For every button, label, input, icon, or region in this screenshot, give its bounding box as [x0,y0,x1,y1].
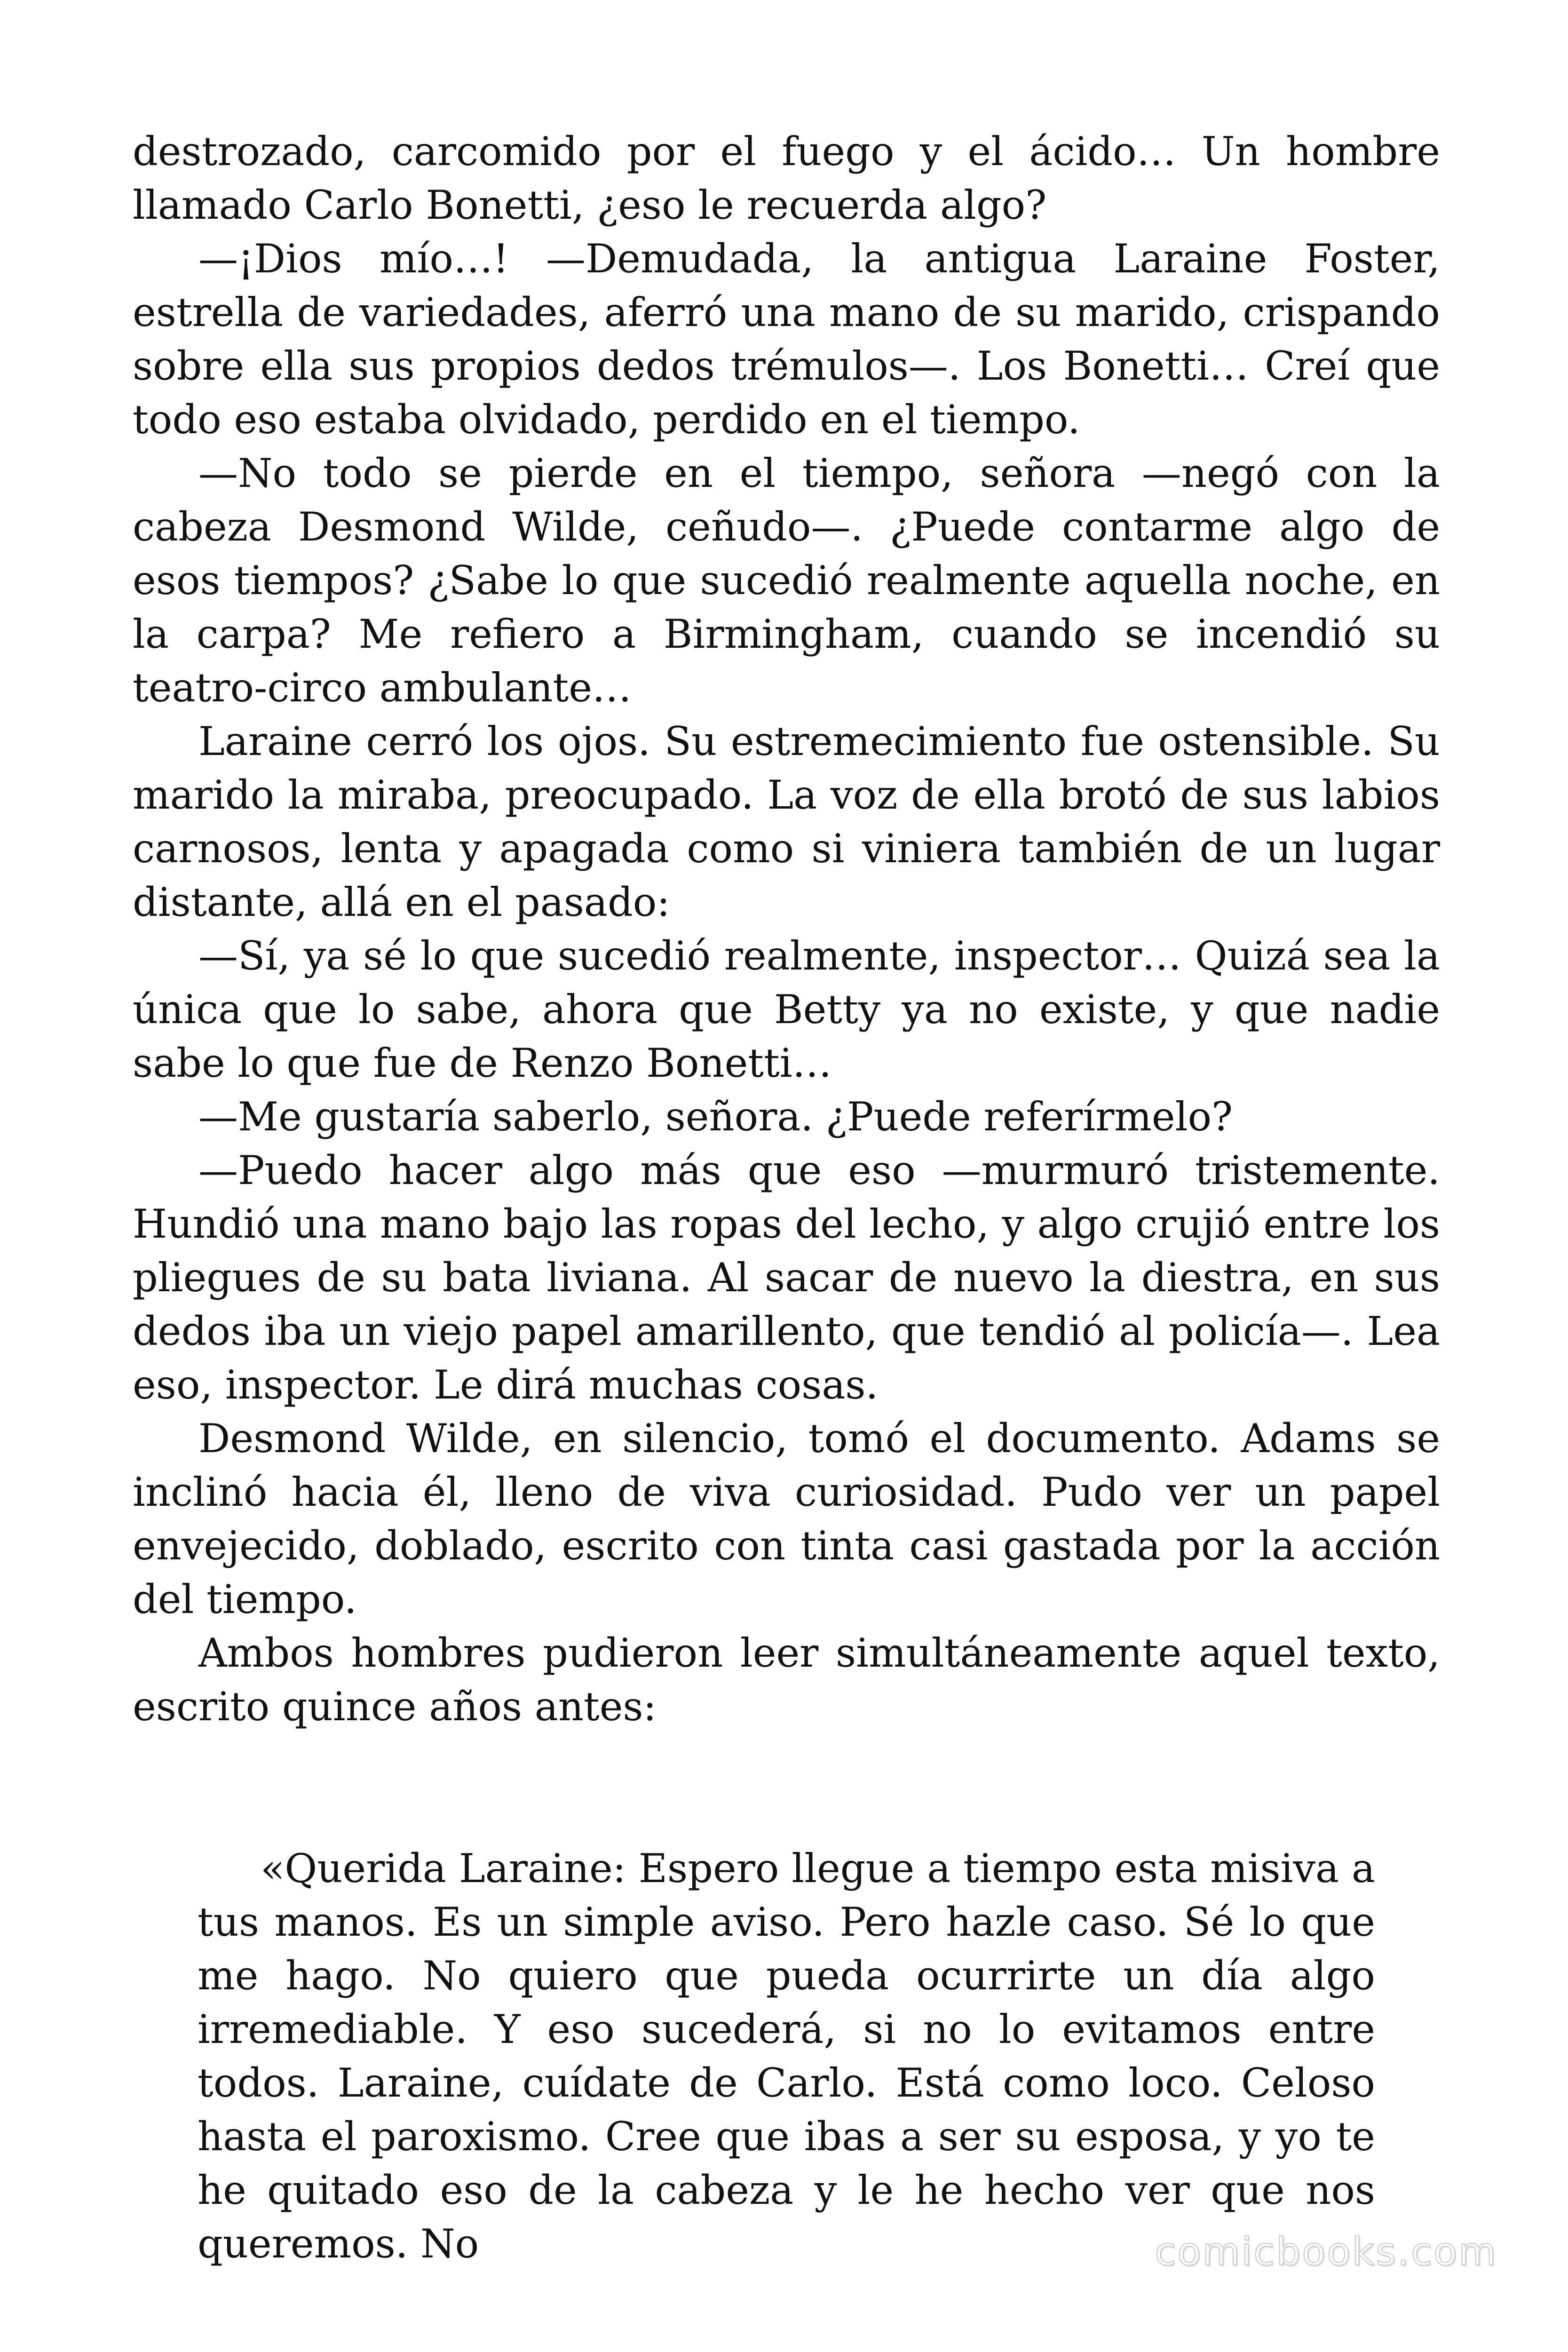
letter-quote [198,1842,1375,2271]
paragraph-narration-reading: Ambos hombres pudieron leer simultáneamente aquel texto, escrito quince años antes: [133,1630,1440,1730]
paragraph-dialogue-laraine: —¡Dios mío…! —Demudada, la antigua Laraine Foster, estrella de variedades, aferró una mano de su marido, crispando sobre ella sus propios dedos trémulos—. Los Bonetti… Creí que todo eso estaba olvidado, perdido en el tiempo. [133,236,1440,443]
paragraph-dialogue-laraine-2: —Sí, ya sé lo que sucedió realmente, inspector… Quizá sea la única que lo sabe, ahora que Betty ya no existe, y que nadie sabe lo que fue de Renzo Bonetti… [133,933,1440,1086]
paragraph-continuation: destrozado, carcomido por el fuego y el ácido… Un hombre llamado Carlo Bonetti, ¿eso le recuerda algo? [133,128,1440,228]
watermark-logo: comicbooks.com [1155,2230,1497,2274]
paragraph-dialogue-wilde-2: —Me gustaría saberlo, señora. ¿Puede referírmelo? [198,1094,1233,1140]
body-text [133,125,1440,2271]
paragraph-narration-document: Desmond Wilde, en silencio, tomó el documento. Adams se inclinó hacia él, lleno de viva curiosidad. Pudo ver un papel envejecido, doblado, escrito con tinta casi gastada por la acción del tiempo. [133,1415,1440,1622]
paragraph-narration-laraine: Laraine cerró los ojos. Su estremecimiento fue ostensible. Su marido la miraba, preocupado. La voz de ella brotó de sus labios carnosos, lenta y apagada como si viniera también de un lugar distante, allá en el pasado: [133,718,1440,925]
paragraph-dialogue-laraine-3: —Puedo hacer algo más que eso —murmuró tristemente. Hundió una mano bajo las ropas del lecho, y algo crujió entre los pliegues de su bata liviana. Al sacar de nuevo la diestra, en sus dedos iba un viejo papel amarillento, que tendió al policía—. Lea eso, inspector. Le dirá muchas cosas. [133,1147,1440,1408]
paragraph-dialogue-wilde: —No todo se pierde en el tiempo, señora —negó con la cabeza Desmond Wilde, ceñudo—. ¿Puede contarme algo de esos tiempos? ¿Sabe lo que sucedió realmente aquella noche, en la carpa? Me refiero a Birmingham, cuando se incendió su teatro-circo ambulante… [133,450,1440,711]
letter-text: «Querida Laraine: Espero llegue a tiempo esta misiva a tus manos. Es un simple aviso. Pero hazle caso. Sé lo que me hago. No quiero que pueda ocurrirte un día algo irremediable. Y eso sucederá, si no lo evitamos entre todos. Laraine, cuídate de Carlo. Está como loco. Celoso hasta el paroxismo. Cree que ibas a ser su esposa, y yo te he quitado eso de la cabeza y le he hecho ver que nos queremos. No [198,1845,1375,2267]
